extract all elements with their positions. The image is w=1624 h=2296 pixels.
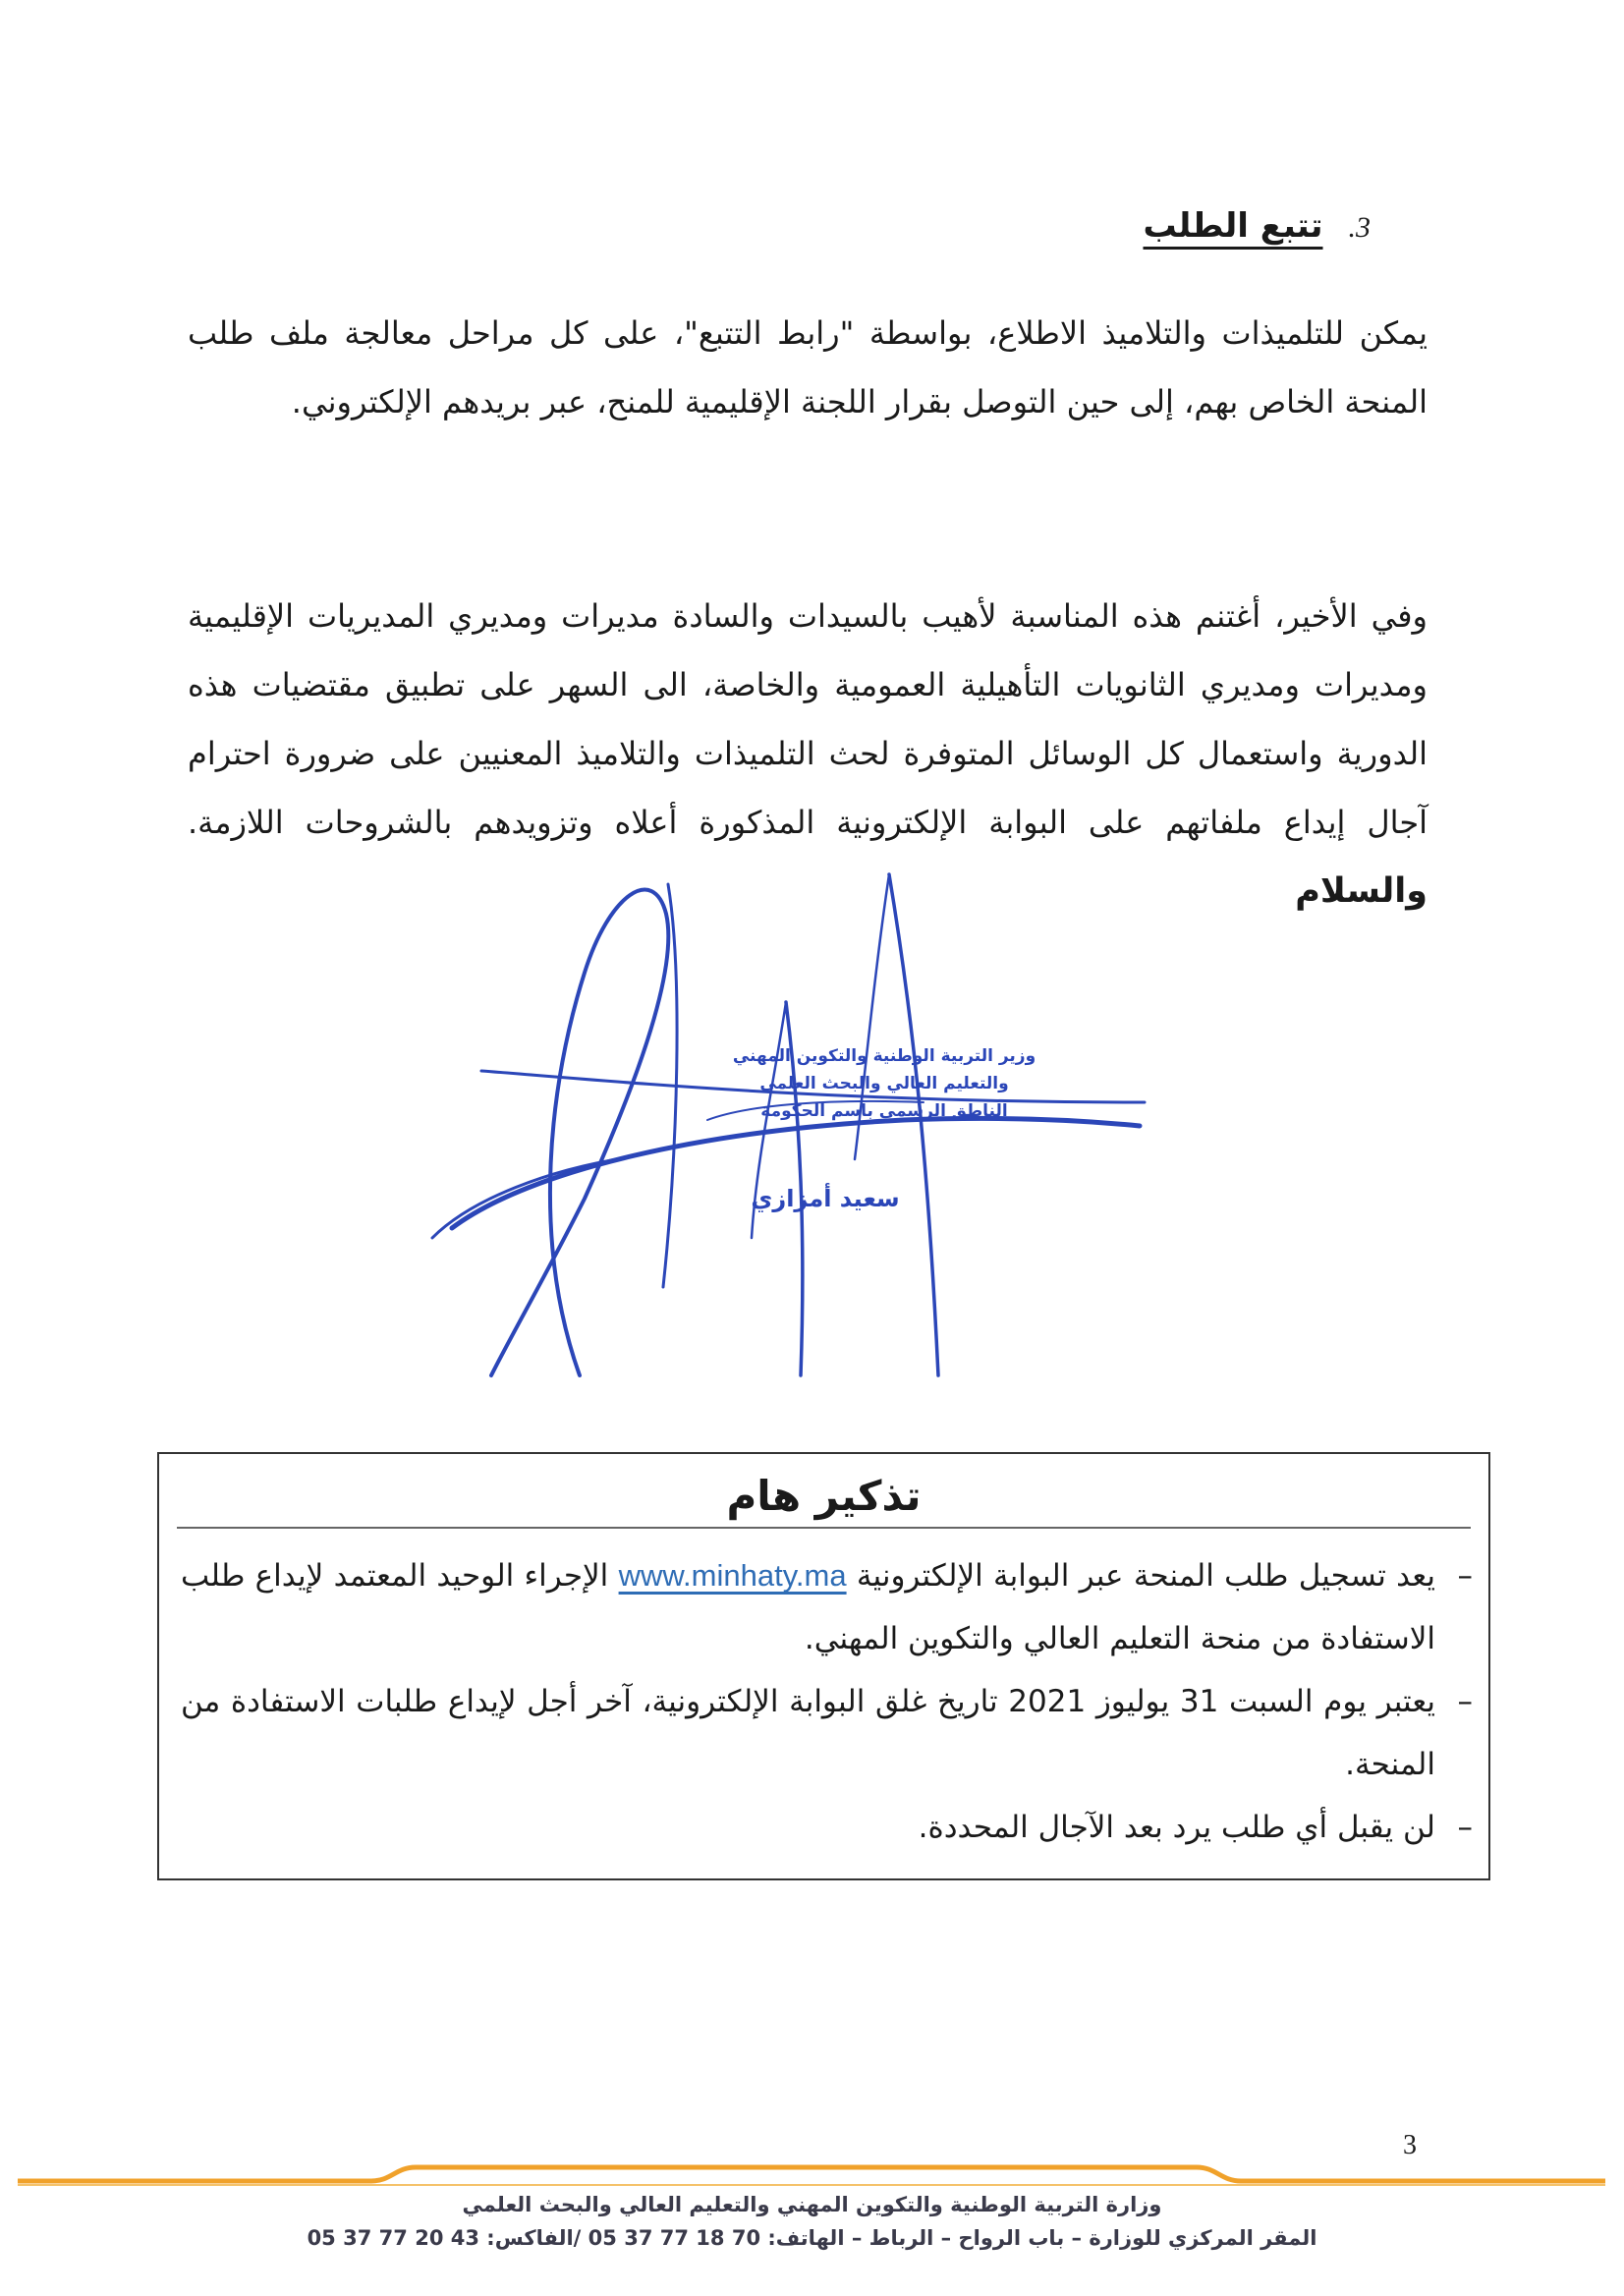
reminder-item-late [181, 1796, 1473, 1859]
reminder-item-deadline [181, 1670, 1473, 1796]
list-dash: – [1457, 1810, 1473, 1845]
section-number: 3. [1348, 211, 1371, 244]
svg-text:الناطق الرسمي باسم الحكومة: الناطق الرسمي باسم الحكومة [760, 1101, 1008, 1121]
svg-text:والتعليم العالي والبحث العلمي: والتعليم العالي والبحث العلمي [759, 1074, 1009, 1093]
section-heading [1144, 206, 1372, 246]
list-dash: – [1457, 1558, 1473, 1594]
important-reminder-box [157, 1452, 1490, 1880]
reminder-item-portal [181, 1544, 1473, 1670]
minhaty-portal-link[interactable]: www.minhaty.ma [618, 1558, 847, 1593]
reminder-item-deadline-text: يعتبر يوم السبت 31 يوليوز 2021 تاريخ غلق البوابة الإلكترونية، آخر أجل لإيداع طلبات الاستفادة من المنحة. [181, 1684, 1435, 1782]
svg-text:وزير التربية الوطنية والتكوين: وزير التربية الوطنية والتكوين المهني [732, 1046, 1036, 1066]
reminder-item-portal-before: يعد تسجيل طلب المنحة عبر البوابة الإلكترونية [856, 1558, 1435, 1594]
reminder-divider [177, 1527, 1471, 1529]
list-dash: – [1457, 1684, 1473, 1719]
svg-text:سعيد أمزازي: سعيد أمزازي [751, 1185, 900, 1212]
footer-ministry-name: وزارة التربية الوطنية والتكوين المهني والتعليم العالي والبحث العلمي [462, 2193, 1162, 2216]
footer-decorative-rule [18, 2159, 1605, 2195]
reminder-item-late-text: لن يقبل أي طلب يرد بعد الآجال المحددة. [918, 1810, 1435, 1845]
reminder-item-portal-after: الإجراء الوحيد المعتمد لإيداع طلب الاستفادة من منحة التعليم العالي والتكوين المهني. [181, 1558, 1435, 1656]
paragraph-closing-text: وفي الأخير، أغتنم هذه المناسبة لأهيب بالسيدات والسادة مديرات ومديري المديريات الإقليمية ومديرات ومديري الثانويات التأهيلية العمومية والخاصة، الى السهر على تطبيق مقتضيات هذه الدورية واستعمال كل الوسائل المتوفرة لحث التلميذات والتلاميذ المعنيين على ضرورة احترام آجال إيداع ملفاتهم على البوابة الإلكترونية المذكورة أعلاه وتزويدهم بالشروحات اللازمة. [188, 597, 1428, 841]
page-number: 3 [1403, 2130, 1417, 2160]
signature-stamp-image [413, 825, 1179, 1395]
reminder-list [181, 1544, 1473, 1859]
closing-salutation: والسلام [1295, 871, 1428, 911]
paragraph-tracking: يمكن للتلميذات والتلاميذ الاطلاع، بواسطة "رابط التتبع"، على كل مراحل معالجة ملف طلب المنحة الخاص بهم، إلى حين التوصل بقرار اللجنة الإقليمية للمنح، عبر بريدهم الإلكتروني. [188, 314, 1428, 420]
footer-address-contact: المقر المركزي للوزارة – باب الرواح – الرباط – الهاتف: 70 18 77 37 05 /الفاكس: 43 20 77 37 05 [307, 2226, 1317, 2250]
section-title: تتبع الطلب [1143, 206, 1323, 246]
reminder-title: تذكير هام [726, 1472, 922, 1520]
